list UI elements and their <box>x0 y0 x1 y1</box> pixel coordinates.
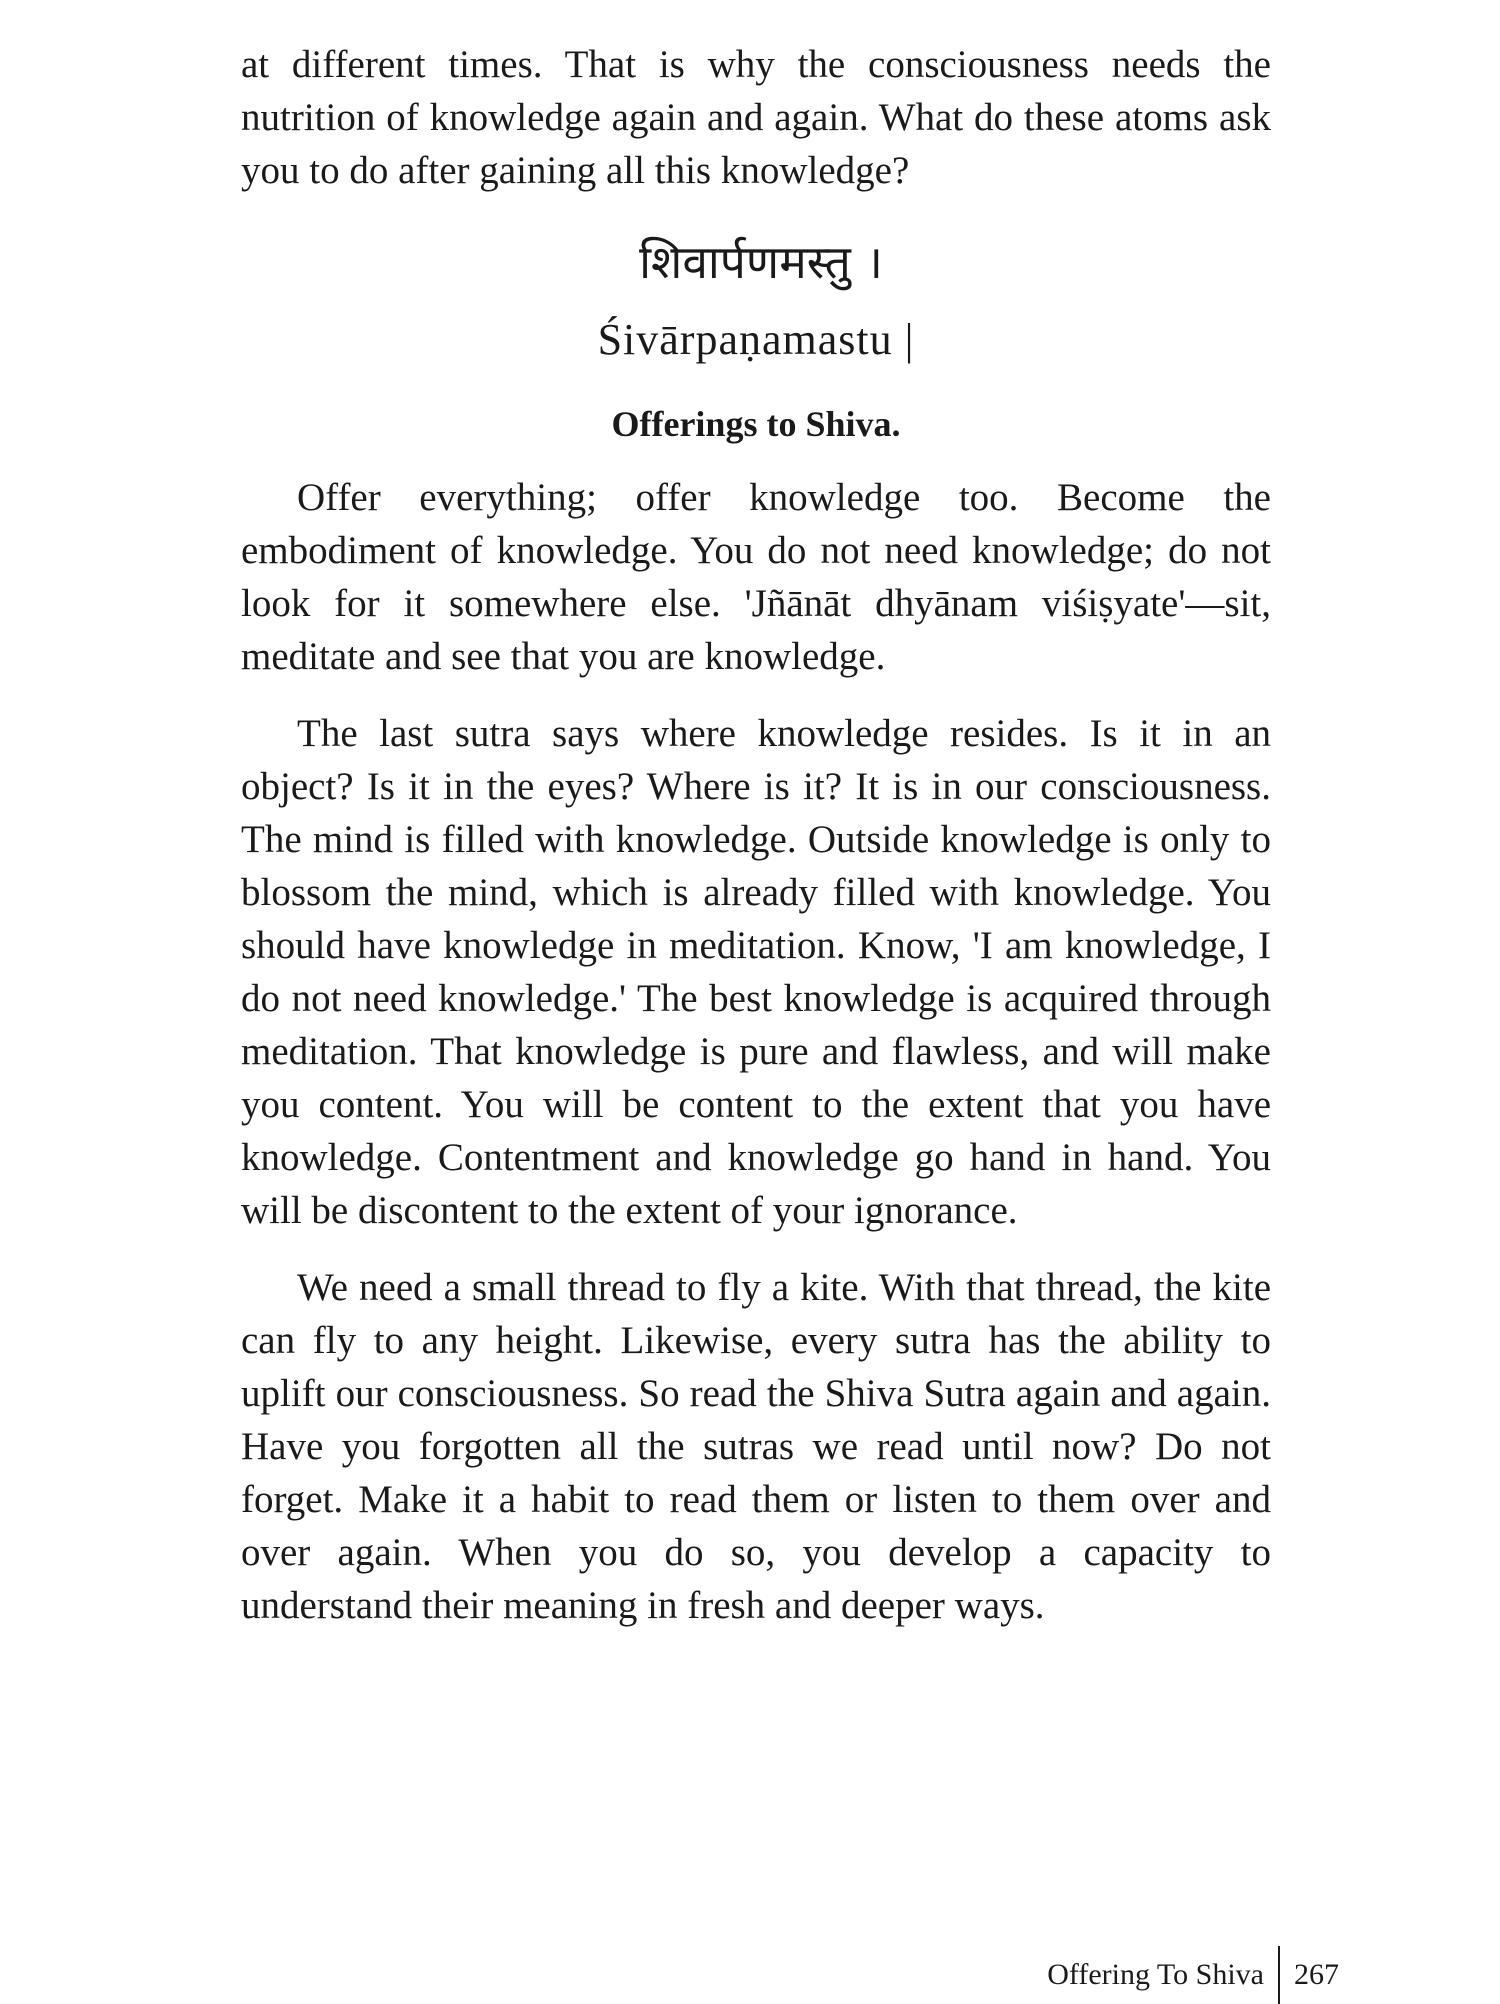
verse-transliteration: Śivārpaṇamastu | <box>597 315 915 364</box>
body-paragraph-2: The last sutra says where knowledge resides. Is it in an object? Is it in the eyes? Where is it? It is in our consciousness. The mind is filled with knowledge. Outside knowledge is only to blossom the mind, which is already filled with knowledge. You should have knowledge in meditation. Know, 'I am knowledge, I do not need knowledge.' The best knowledge is acquired through meditation. That knowledge is pure and flawless, and will make you content. You will be content to the extent that you have knowledge. Contentment and knowledge go hand in hand. You will be discontent to the extent of your ignorance. <box>241 712 1271 1232</box>
page-footer <box>1047 1946 1339 2004</box>
footer-divider <box>1278 1946 1280 2004</box>
page-number: 267 <box>1294 1958 1339 1991</box>
sanskrit-verse: शिवार्पणमस्तु । <box>639 235 883 289</box>
verse-translation-heading: Offerings to Shiva. <box>611 404 901 444</box>
body-paragraph-1: Offer everything; offer knowledge too. Become the embodiment of knowledge. You do not need knowledge; do not look for it somewhere else. 'Jñānāt dhyānam viśiṣyate'—sit, meditate and see that you are knowledge. <box>241 476 1271 678</box>
page-body <box>241 38 1271 1632</box>
intro-paragraph: at different times. That is why the consciousness needs the nutrition of knowledge again and again. What do these atoms ask you to do after gaining all this knowledge? <box>241 43 1271 192</box>
running-footer-title: Offering To Shiva <box>1047 1958 1264 1991</box>
body-paragraph-3: We need a small thread to fly a kite. With that thread, the kite can fly to any height. Likewise, every sutra has the ability to uplift our consciousness. So read the Shiva Sutra again and again. Have you forgotten all the sutras we read until now? Do not forget. Make it a habit to read them or listen to them over and over again. When you do so, you develop a capacity to understand their meaning in fresh and deeper ways. <box>241 1266 1271 1627</box>
